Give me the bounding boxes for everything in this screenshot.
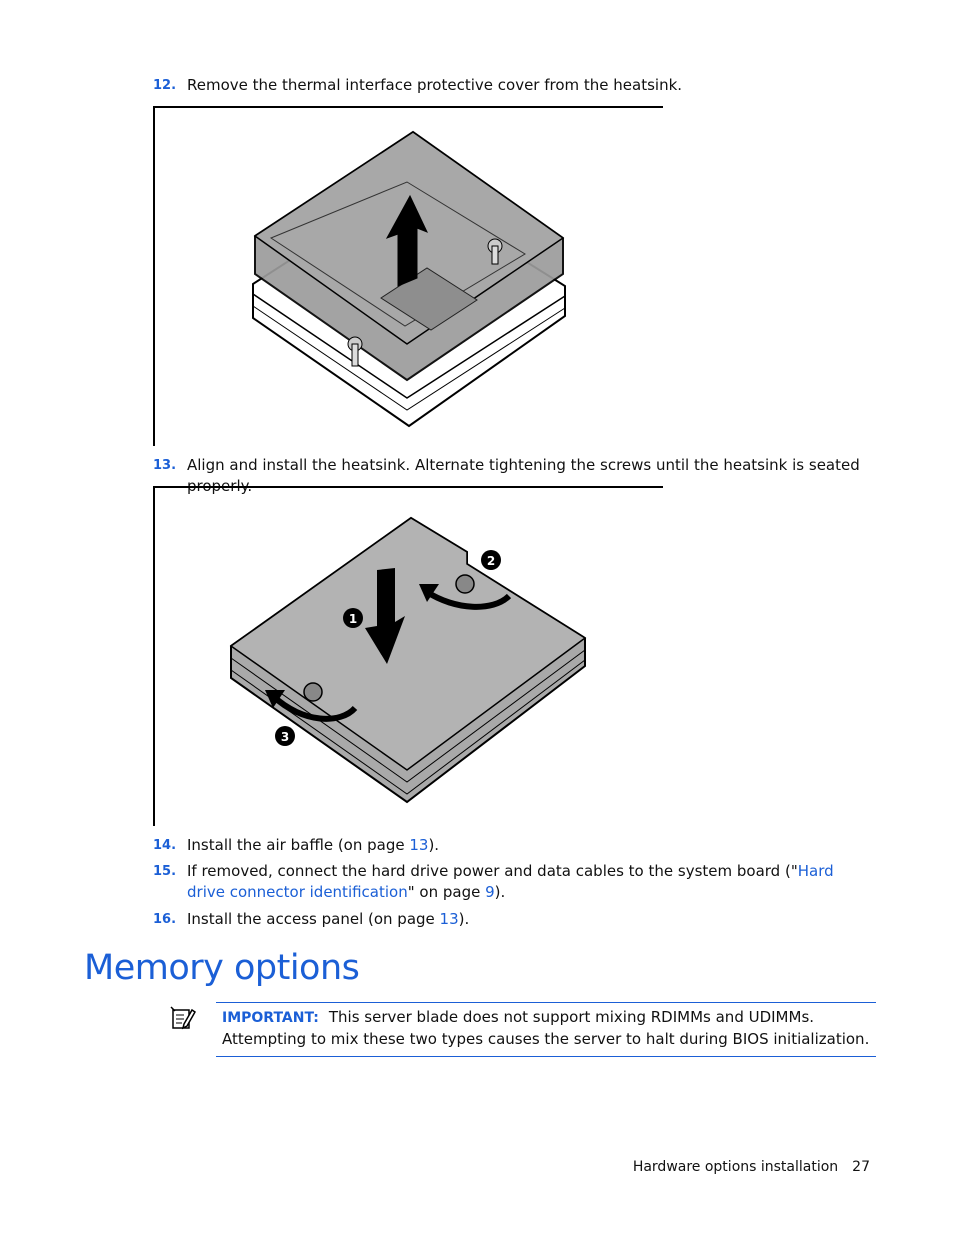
page-link[interactable]: 9 bbox=[485, 883, 495, 901]
important-note-icon bbox=[170, 1006, 196, 1030]
page-footer bbox=[633, 1159, 870, 1175]
page-link[interactable]: 13 bbox=[439, 910, 459, 928]
figure-remove-cover bbox=[153, 106, 663, 446]
important-note bbox=[216, 1002, 876, 1057]
hard-drive-connector-link[interactable]: Hard drive connector identification bbox=[187, 862, 834, 901]
svg-text:3: 3 bbox=[280, 730, 290, 744]
svg-text:1: 1 bbox=[348, 612, 358, 626]
page-link[interactable]: 13 bbox=[409, 836, 429, 854]
step-text: If removed, connect the hard drive power and data cables to the system board (" bbox=[187, 862, 798, 880]
heatsink-cover-illustration bbox=[155, 108, 661, 444]
section-title: Memory options bbox=[84, 948, 360, 988]
step-number: 12. bbox=[153, 78, 177, 93]
important-text: This server blade does not support mixing RDIMMs and UDIMMs. Attempting to mix these two types causes the server to halt during BIOS initialization. bbox=[222, 1008, 870, 1048]
heatsink-install-illustration bbox=[155, 488, 661, 824]
step-number: 16. bbox=[153, 912, 177, 927]
important-label: IMPORTANT: bbox=[222, 1010, 319, 1026]
step-number: 15. bbox=[153, 864, 177, 879]
step-number: 13. bbox=[153, 458, 177, 473]
step-text: Align and install the heatsink. Alternate tightening the screws until the heatsink is seated properly. bbox=[187, 456, 860, 495]
figure-install-heatsink bbox=[153, 486, 663, 826]
svg-text:2: 2 bbox=[486, 554, 496, 568]
step-text: Install the access panel (on page bbox=[187, 910, 440, 928]
step-number: 14. bbox=[153, 838, 177, 853]
step-text: Install the air baffle (on page bbox=[187, 836, 410, 854]
page-number: 27 bbox=[852, 1159, 870, 1175]
step-text: Remove the thermal interface protective cover from the heatsink. bbox=[187, 76, 683, 94]
footer-section: Hardware options installation bbox=[632, 1159, 839, 1175]
